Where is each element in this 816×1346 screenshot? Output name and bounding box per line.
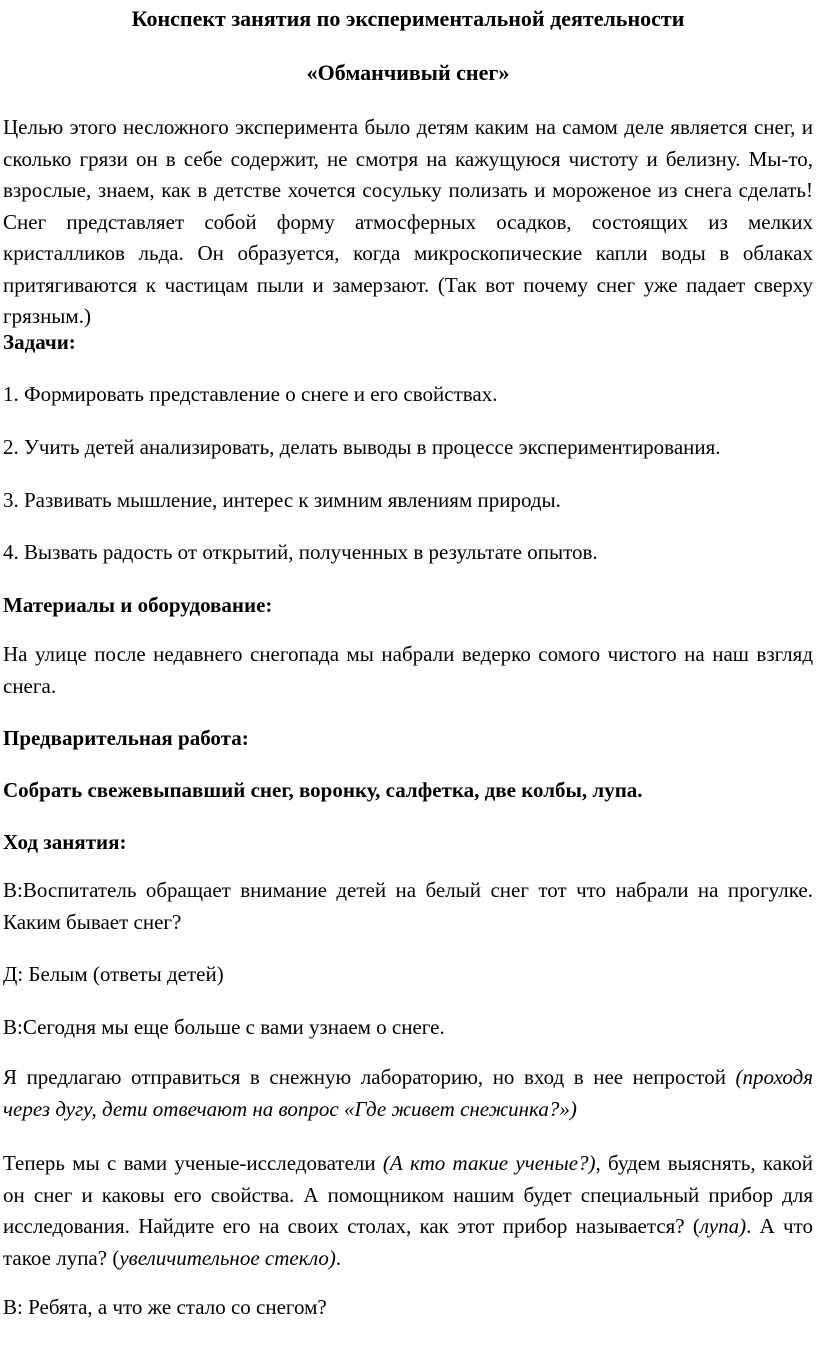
dialog-line-5-a: Теперь мы с вами ученые-исследователи [3,1151,383,1175]
dialog-line-6: В: Ребята, а что же стало со снегом? [3,1295,327,1319]
task-item-2: 2. Учить детей анализировать, делать выводы в процессе экспериментирования. [3,435,721,459]
dialog-line-5-d: лупа) [699,1214,747,1238]
course-heading: Ход занятия: [3,830,127,854]
dialog-line-4 [3,1062,813,1125]
dialog-line-3: В:Сегодня мы еще больше с вами узнаем о снеге. [3,1015,445,1039]
dialog-line-5 [3,1148,813,1274]
dialog-line-4-text: Я предлагаю отправиться в снежную лабораторию, но вход в нее непростой [3,1065,736,1089]
document-title-line2: «Обманчивый снег» [306,60,510,85]
task-item-1: 1. Формировать представление о снеге и его свойствах. [3,382,498,406]
dialog-line-5-c: , будем выяснять, какой он снег и каковы его свойства. А помощником нашим будет специальный прибор для исследования. Найдите его на своих столах, как этот прибор называется? ( [3,1151,813,1238]
tasks-heading: Задачи: [3,330,76,354]
materials-heading: Материалы и оборудование: [3,593,273,617]
dialog-line-5-b: (А кто такие ученые?) [382,1151,596,1175]
dialog-line-5-g: . [335,1245,342,1270]
dialog-line-1: В:Воспитатель обращает внимание детей на белый снег тот что набрали на прогулке. Каким бывает снег? [3,878,813,934]
dialog-line-2: Д: Белым (ответы детей) [3,962,224,986]
dialog-line-5-f: увеличительное стекло) [119,1245,336,1270]
task-item-4: 4. Вызвать радость от открытий, полученных в результате опытов. [3,540,598,564]
prep-heading: Предварительная работа: [3,726,249,750]
dialog-line-5-e: . А что такое лупа? ( [3,1214,813,1270]
dialog-line-4-italic: (проходя через дугу, дети отвечают на вопрос «Где живет снежинка?») [3,1065,813,1121]
materials-text: На улице после недавнего снегопада мы набрали ведерко сомого чистого на наш взгляд снега. [3,642,813,698]
document-title-line1: Конспект занятия по экспериментальной деятельности [131,6,685,31]
intro-paragraph: Целью этого несложного эксперимента было детям каким на самом деле является снег, и сколько грязи он в себе содержит, не смотря на кажущуюся чистоту и белизну. Мы-то, взрослые, знаем, как в детстве хочется сосульку полизать и мороженое из снега сделать! Снег представляет собой форму атмосферных осадков, состоящих из мелких кристалликов льда. Он образуется, когда микроскопические капли воды в облаках притягиваются к частицам пыли и замерзают. (Так вот почему снег уже падает сверху грязным.) [3,115,813,328]
task-item-3: 3. Развивать мышление, интерес к зимним явлениям природы. [3,488,561,512]
prep-text: Собрать свежевыпавший снег, воронку, салфетка, две колбы, лупа. [3,778,643,802]
